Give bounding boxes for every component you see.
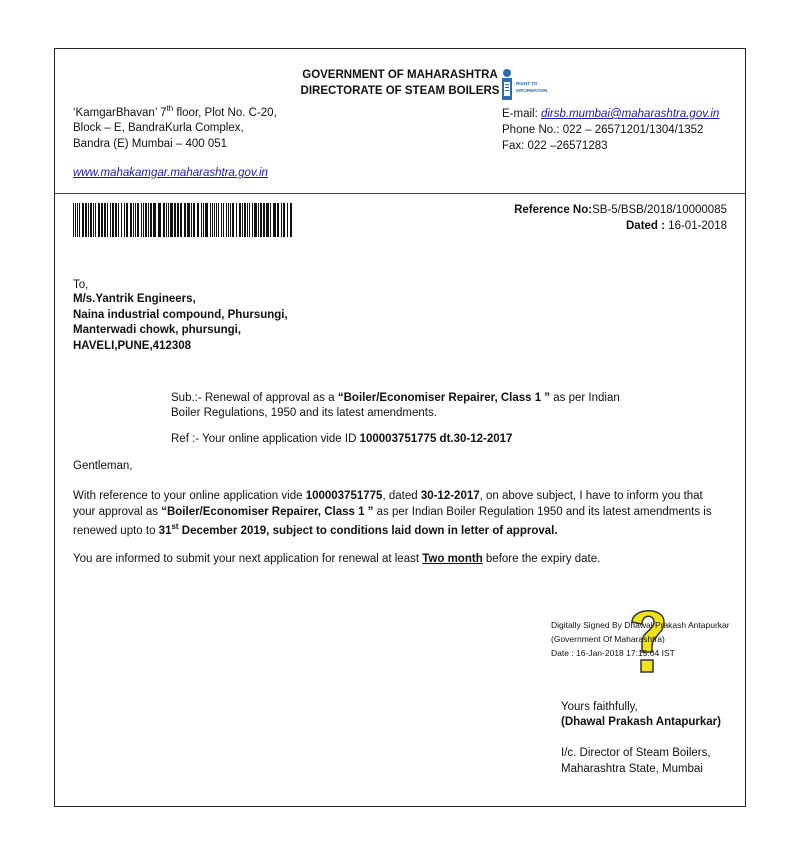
- recipient-line2: Naina industrial compound, Phursungi,: [73, 309, 288, 321]
- reference-number: Reference No:SB-5/BSB/2018/10000085: [514, 204, 727, 216]
- rti-logo-icon: [500, 68, 552, 104]
- digital-signature-line1: Digitally Signed By Dhawal Prakash Antapurkar: [551, 620, 730, 630]
- designation-line2: Maharashtra State, Mumbai: [561, 763, 703, 775]
- website-link-wrap: [73, 167, 268, 179]
- rti-logo-text-2: INFORMATION: [516, 88, 548, 93]
- header-divider: [54, 193, 746, 194]
- closing-yours: Yours faithfully,: [561, 701, 638, 713]
- digital-signature-line2: (Government Of Maharashtra): [551, 634, 665, 644]
- letter-frame: [54, 48, 746, 807]
- signatory-name: (Dhawal Prakash Antapurkar): [561, 716, 721, 728]
- subject-line2: Boiler Regulations, 1950 and its latest amendments.: [171, 407, 437, 419]
- body-para2: You are informed to submit your next application for renewal at least Two month before the expiry date.: [73, 553, 601, 565]
- recipient-line1: M/s.Yantrik Engineers,: [73, 293, 196, 305]
- reference-date: Dated : 16-01-2018: [626, 220, 727, 232]
- header-title-line2: DIRECTORATE OF STEAM BOILERS: [300, 85, 500, 97]
- address-line1: ‘KamgarBhavan’ 7th floor, Plot No. C-20,: [73, 104, 277, 119]
- recipient-to: To,: [73, 279, 89, 291]
- email-line: E-mail: dirsb.mumbai@maharashtra.gov.in: [502, 108, 720, 120]
- body-para1-line2: your approval as “Boiler/Economiser Repairer, Class 1 ” as per Indian Boiler Regulation 1950 and its latest amendments is: [73, 506, 712, 518]
- rti-logo-text-1: RIGHT TO: [516, 81, 538, 86]
- address-line3: Bandra (E) Mumbai – 400 051: [73, 138, 228, 150]
- phone-line: Phone No.: 022 – 26571201/1304/1352: [502, 124, 704, 136]
- subject-ref: Ref :- Your online application vide ID 100003751775 dt.30-12-2017: [171, 433, 513, 445]
- email-link[interactable]: dirsb.mumbai@maharashtra.gov.in: [540, 108, 720, 120]
- salutation: Gentleman,: [73, 460, 133, 472]
- header-title-line1: GOVERNMENT OF MAHARASHTRA: [302, 69, 498, 81]
- barcode-image: [73, 203, 292, 237]
- body-para1-line3: renewed upto to 31st December 2019, subject to conditions laid down in letter of approval.: [73, 522, 558, 537]
- body-para1-line1: With reference to your online application vide 100003751775, dated 30-12-2017, on above subject, I have to inform you that: [73, 490, 703, 502]
- subject-line1: Sub.:- Renewal of approval as a “Boiler/Economiser Repairer, Class 1 ” as per Indian: [171, 392, 620, 404]
- address-line2: Block – E, BandraKurla Complex,: [73, 122, 244, 134]
- fax-line: Fax: 022 –26571283: [502, 140, 608, 152]
- website-link[interactable]: www.mahakamgar.maharashtra.gov.in: [73, 167, 268, 179]
- digital-signature-line3: Date : 16-Jan-2018 17:15:04 IST: [551, 648, 675, 658]
- recipient-line3: Manterwadi chowk, phursungi,: [73, 324, 242, 336]
- designation-line1: I/c. Director of Steam Boilers,: [561, 747, 711, 759]
- recipient-line4: HAVELI,PUNE,412308: [73, 340, 192, 352]
